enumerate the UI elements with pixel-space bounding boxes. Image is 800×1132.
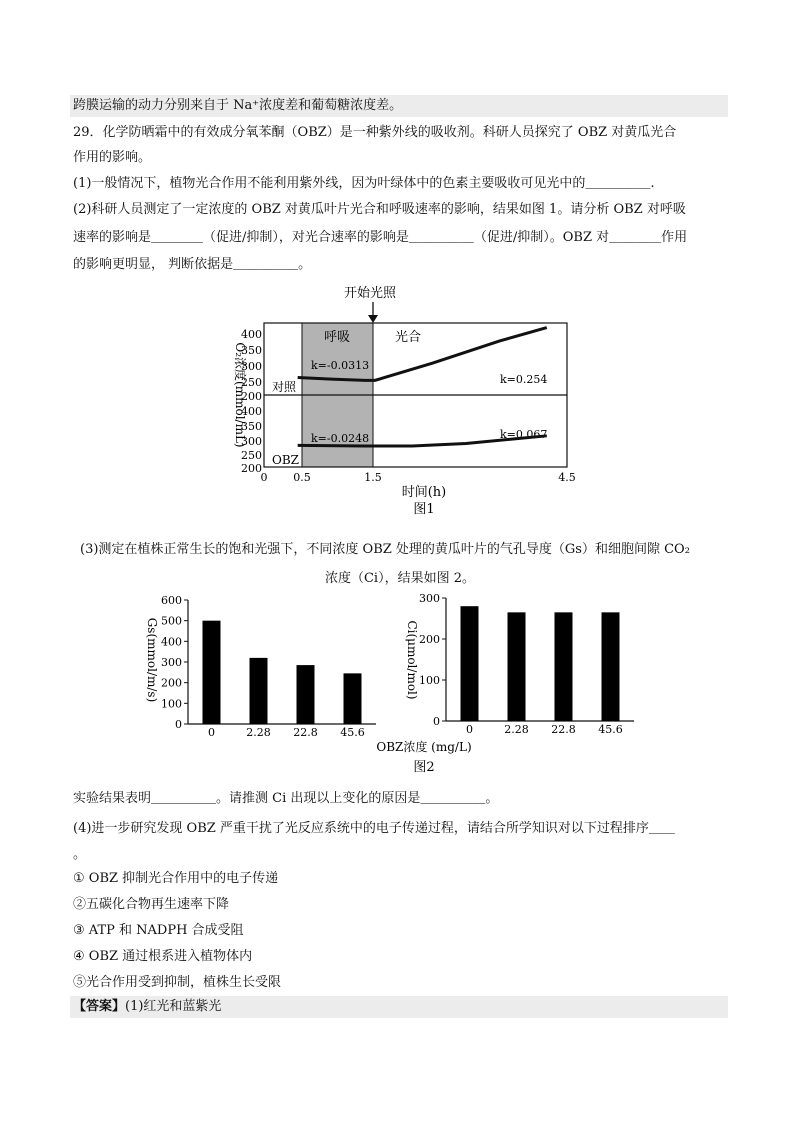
y-tick: 400 (241, 328, 262, 341)
y-tick: 250 (241, 449, 262, 462)
slope-obz-photo: k=0.067 (500, 428, 548, 441)
option-2: ②五碳化合物再生速率下降 (73, 897, 230, 912)
question-2-line1: (2)科研人员测定了一定浓度的 OBZ 对黄瓜叶片光合和呼吸速率的影响，结果如图 1。请分析 OBZ 对呼吸 (73, 202, 686, 217)
question-2-line2: 速率的影响是＿＿＿＿（促进/抑制），对光合速率的影响是＿＿＿＿＿（促进/抑制）。OBZ 对＿＿＿＿作用 (73, 230, 688, 245)
answer-line (73, 997, 221, 1017)
question-4-line2: 。 (73, 847, 87, 862)
question-29-stem: 29．化学防晒霜中的有效成分氧苯酮（OBZ）是一种紫外线的吸收剂。科研人员探究了 OBZ 对黄瓜光合 (73, 125, 677, 140)
slope-control-resp: k=-0.0313 (311, 359, 370, 372)
bar (203, 621, 221, 724)
x-tick: 1.5 (364, 471, 382, 484)
y-tick: 350 (241, 344, 262, 357)
x-ticks (261, 471, 576, 484)
x-tick: 0 (260, 471, 268, 484)
gs-y-label: Gs(mmol/m/s) (145, 617, 159, 703)
panel-label-obz: OBZ (272, 453, 299, 467)
question-29-stem-cont: 作用的影响。 (73, 150, 152, 165)
question-3-line1: (3)测定在植株正常生长的饱和光强下，不同浓度 OBZ 处理的黄瓜叶片的气孔导度（Gs）和细胞间隙 CO₂ (80, 542, 690, 557)
bar (344, 673, 362, 724)
y-tick-label: 500 (161, 614, 182, 628)
gs-bars (203, 621, 362, 724)
figure-1-caption: 图1 (413, 502, 435, 517)
category-label: 22.8 (551, 723, 576, 736)
y-tick-label: 300 (419, 592, 440, 605)
gs-categories (208, 726, 365, 739)
question-4-line1: (4)进一步研究发现 OBZ 严重干扰了光反应系统中的电子传递过程，请结合所学知识对以下过程排序＿＿ (73, 821, 675, 836)
question-1: (1)一般情况下，植物光合作用不能利用紫外线，因为叶绿体中的色素主要吸收可见光中的＿＿＿＿＿. (73, 176, 655, 191)
y-tick-label: 200 (419, 633, 440, 646)
question-3-line2: 浓度（Ci），结果如图 2。 (324, 571, 475, 586)
y-tick-label: 200 (161, 676, 182, 690)
ci-y-ticks (419, 592, 446, 728)
y-tick-label: 100 (419, 674, 440, 687)
option-3: ③ ATP 和 NADPH 合成受阻 (73, 923, 244, 938)
category-label: 45.6 (598, 723, 623, 736)
y-tick-label: 0 (433, 715, 440, 728)
y-tick-label: 300 (161, 656, 182, 669)
figure-2-caption: 图2 (413, 760, 435, 775)
category-label: 0 (208, 726, 215, 739)
slope-control-photo: k=0.254 (500, 373, 548, 386)
gs-y-ticks (161, 594, 188, 731)
option-4: ④ OBZ 通过根系进入植物体内 (73, 949, 253, 964)
continuation-line: 跨膜运输的动力分别来自于 Na⁺浓度差和葡萄糖浓度差。 (73, 98, 403, 113)
y-tick: 200 (241, 462, 262, 475)
bar (461, 606, 479, 721)
y-axis-label: O₂浓度(mmol/mL) (233, 342, 247, 448)
arrow-head (368, 315, 378, 323)
option-1: ① OBZ 抑制光合作用中的电子传递 (73, 871, 279, 886)
ci-bars (461, 606, 620, 721)
answer-label: 【答案】 (73, 999, 126, 1014)
x-tick: 0.5 (293, 471, 311, 484)
bar (297, 665, 315, 724)
panel-label-control: 对照 (272, 380, 297, 394)
question-3-result: 实验结果表明＿＿＿＿＿。请推测 Ci 出现以上变化的原因是＿＿＿＿＿。 (73, 791, 499, 806)
y-tick: 400 (241, 405, 262, 418)
x-axis-label: OBZ浓度 (mg/L) (376, 740, 472, 754)
annotation-start-light: 开始光照 (343, 286, 397, 301)
figure-2-chart (0, 585, 800, 780)
y-tick-label: 0 (175, 718, 182, 731)
ci-categories (466, 723, 623, 736)
figure-1-chart (0, 275, 800, 520)
category-label: 2.28 (504, 723, 529, 736)
category-label: 2.28 (246, 726, 271, 739)
y-tick-label: 100 (161, 697, 182, 711)
y-tick: 250 (241, 376, 262, 389)
y-tick: 300 (241, 360, 262, 373)
slope-obz-resp: k=-0.0248 (311, 432, 370, 445)
y-tick: 300 (241, 435, 262, 448)
respiration-label: 呼吸 (323, 330, 351, 345)
bar (508, 612, 526, 721)
question-2-line3: 的影响更明显， 判断依据是＿＿＿＿＿。 (73, 257, 312, 272)
y-tick: 350 (241, 420, 262, 433)
photosynthesis-label: 光合 (394, 330, 422, 345)
y-tick-label: 600 (161, 594, 182, 607)
category-label: 0 (466, 723, 473, 736)
bar (250, 658, 268, 724)
ci-y-label: Ci(μmol/mol) (405, 620, 419, 700)
x-tick: 4.5 (558, 471, 576, 484)
bar (602, 612, 620, 721)
category-label: 22.8 (293, 726, 318, 739)
category-label: 45.6 (340, 726, 365, 739)
x-axis-label: 时间(h) (401, 485, 447, 500)
y-tick-label: 400 (161, 635, 182, 649)
option-5: ⑤光合作用受到抑制，植株生长受限 (73, 975, 282, 990)
answer-text: (1)红光和蓝紫光 (125, 999, 222, 1014)
y-tick: 200 (241, 390, 262, 403)
bar (555, 612, 573, 721)
